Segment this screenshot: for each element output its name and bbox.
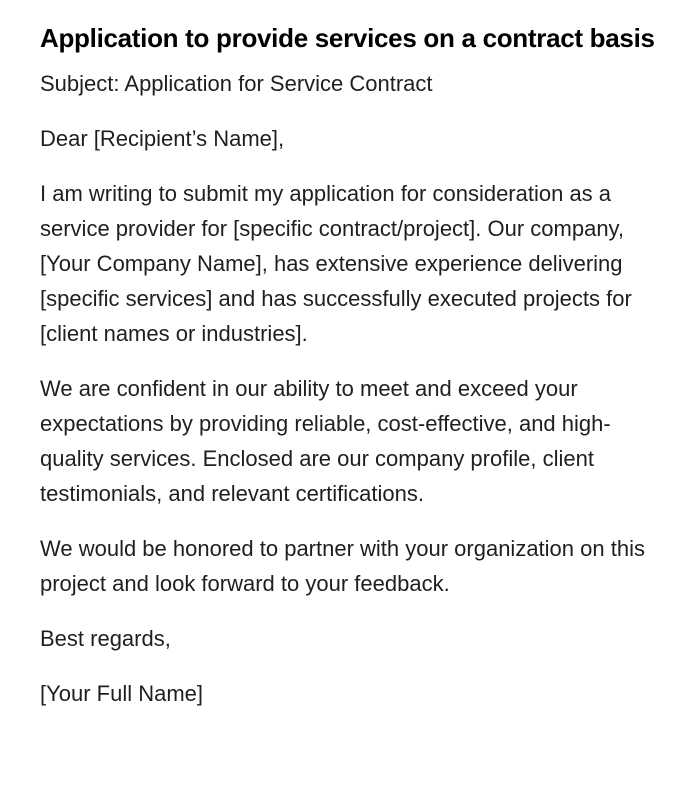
page-title: Application to provide services on a contract basis (40, 23, 655, 53)
signoff-line: Best regards, (40, 626, 171, 651)
greeting-line: Dear [Recipient’s Name], (40, 126, 285, 151)
signature-line: [Your Full Name] (40, 681, 204, 706)
body-paragraph: We would be honored to partner with your organization on this project and look forward to your feedback. (40, 536, 645, 596)
body-paragraph: I am writing to submit my application for consideration as a service provider for [specific contract/project]. Our company, [Your Company Name], has extensive experience delivering [specific services] and has successfully executed projects for [client names or industries]. (40, 181, 632, 346)
subject-line: Subject: Application for Service Contract (40, 71, 433, 96)
body-paragraph: We are confident in our ability to meet and exceed your expectations by providing reliable, cost-effective, and high-quality services. Enclosed are our company profile, client testimonials, and relevant certifications. (40, 376, 611, 506)
